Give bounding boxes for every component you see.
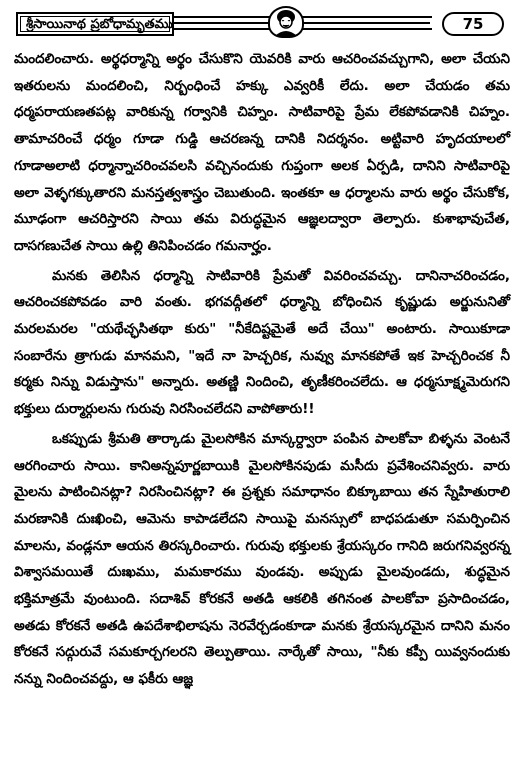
page-number-badge <box>442 12 504 36</box>
page-header <box>14 6 510 40</box>
paragraph: ఒకప్పుడు శ్రీమతి తార్కాడు మైలసోకిన మాన్కర్ద్వారా పంపిన పాలకోవా బిళ్ళను వెంటనే ఆరగించారు సాయి. కానిఅన్నపూర్ణబాయికి మైలసోకినపుడు మసీదు ప్రవేశించనివ్వరు. వారు మైలను పాటించినట్లా? నిరసించినట్లా? ఈ ప్రశ్నకు సమాధానం బిక్కూబాయి తన స్నేహితురాలి మరణానికి దుఃఖించి, ఆమెను కాపాడలేదని సాయిపై మనస్సులో బాధపడుతూ సమర్పించిన మాలను, వండ్లనూ ఆయన తిరస్కరించారు. గురువు భక్తులకు శ్రేయస్కరం గానిది జరుగనివ్వరన్న విశ్వాసమయితే దుఃఖము, మమకారము వుండవు. అప్పుడు మైలవుండదు, శుద్ధమైన భక్తిమాత్రమే వుంటుంది. సదాశివ్ కోరకనే అతడి ఆకలికి తగినంత పాలకోవా ప్రసాదించడం, అతడు కోరకనే అతడి ఉపదేశాభిలాషను నెరవేర్చడంకూడా మనకు శ్రేయస్కరమైన దానిని మనం కోరకనే సద్గురువే సమకూర్చగలరని తెల్పుతాయి. నార్కేతో సాయి, "నీకు కప్పీ యివ్వనందుకు నన్ను నిందించవద్దు, ఆ ఫకీరు ఆజ్ఞ <box>14 430 510 688</box>
page-body <box>14 46 510 693</box>
paragraph: మనకు తెలిసిన ధర్మాన్ని సాటివారికి ప్రేమతో వివరించవచ్చు. దానినాచరించడం, ఆచరించకపోవడం వారి వంతు. భగవద్గీతలో ధర్మాన్ని బోధించిన కృష్ణుడు అర్జునునితో మరలమరల "యథేచ్ఛసితథా కురు" "నీకేదిష్టమైతే అదే చేయి" అంటారు. సాయికూడా సంబారేను త్రాగుడు మానమని, "ఇదే నా హెచ్చరిక, నువ్వు మానకపోతే ఇక హెచ్చరించక నీ కర్మకు నిన్ను విడుస్తాను" అన్నారు. అతణ్ణి నిందించి, తృణీకరించలేదు. ఆ ధర్మసూక్ష్మమెరుగని భక్తులు దుర్మార్గులను గురువు నిరసించలేదని వాపోతారు!! <box>14 267 510 418</box>
page-number: 75 <box>462 15 484 33</box>
paragraph: మందలించారు. అర్థధర్మాన్ని అర్థం చేసుకొని యెవరికి వారు ఆచరించవచ్చుగాని, అలా చేయని ఇతరులను మందలించి, నిర్బంధించే హక్కు ఎవ్వరికీ లేదు. అలా చేయడం తమ ధర్మపరాయణతపట్ల వారికున్న గర్వానికి చిహ్నం. సాటివారిపై ప్రేమ లేకపోవడానికి చిహ్నం. తామాచరించే ధర్మం గూడా గుడ్డి ఆచరణన్న దానికి నిదర్శనం. అట్టివారి హృదయాలలో గూడాఅలాటి ధర్మాన్నాచరించవలసి వచ్చినందుకు గుప్తంగా అలక ఏర్పడి, దానిని సాటివారిపై అలా వెళ్ళగక్కుతారని మనస్తత్వశాస్త్రం చెబుతుంది. ఇంతకూ ఆ ధర్మాలను వారు అర్థం చేసుకోక, మూఢంగా ఆచరిస్తారని సాయి తమ విరుద్ధమైన ఆజ్ఞలద్వారా తెల్పారు. కుశాభావుచేత, దాసగణుచేత సాయి ఉల్లి తినిపించడం గమనార్హం. <box>14 51 510 254</box>
header-title-box <box>16 12 174 36</box>
book-title: శ్రీసాయినాథ ప్రబోధామృతము <box>26 17 173 32</box>
sai-baba-portrait-icon <box>268 6 304 38</box>
